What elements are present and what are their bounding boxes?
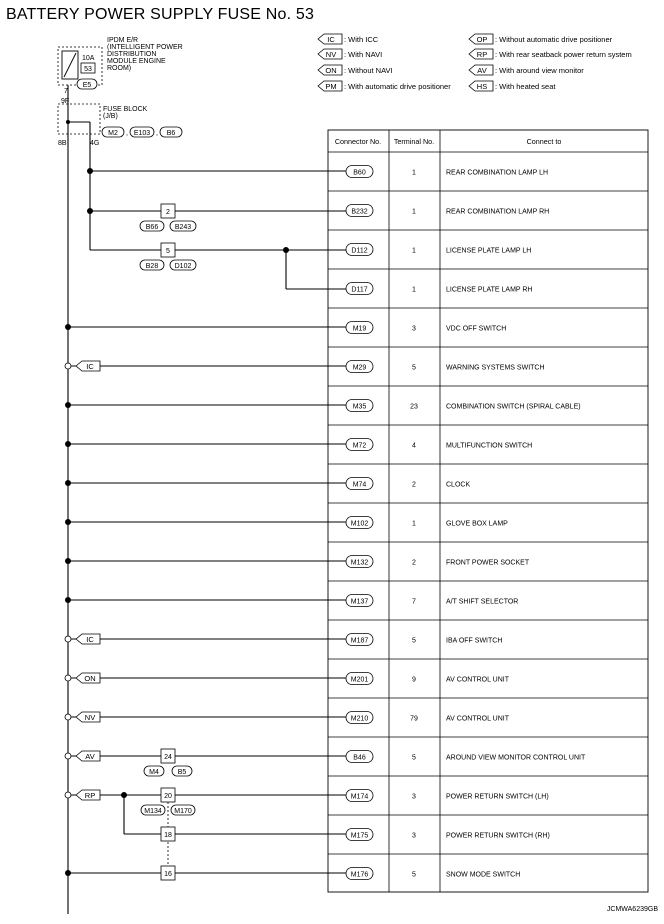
table-row bbox=[328, 581, 648, 607]
table-row bbox=[328, 347, 648, 373]
ipdm-er bbox=[58, 37, 183, 95]
table-row bbox=[328, 659, 648, 685]
svg-text:16: 16 bbox=[164, 871, 172, 878]
svg-text:D102: D102 bbox=[174, 263, 192, 270]
table-row bbox=[328, 620, 648, 646]
fuse-block bbox=[58, 85, 182, 147]
ipdm-name-line-1: IPDM E/R bbox=[107, 37, 139, 44]
wires bbox=[68, 136, 346, 914]
connect-to: POWER RETURN SWITCH (LH) bbox=[446, 793, 549, 801]
connector-no: B232 bbox=[351, 208, 368, 216]
svg-text:B243: B243 bbox=[174, 224, 192, 231]
connector-no: M132 bbox=[350, 559, 369, 567]
option-tags bbox=[76, 361, 100, 800]
fuse-block-terminal-left: 8B bbox=[58, 140, 67, 147]
ipdm-connector: E5 bbox=[82, 82, 92, 89]
svg-text:24: 24 bbox=[164, 754, 172, 761]
option-tag bbox=[76, 634, 100, 644]
joint-connector bbox=[144, 749, 192, 776]
table-row bbox=[328, 776, 648, 802]
fuse-block-box bbox=[58, 104, 100, 134]
legend-text: : With rear seatback power return system bbox=[495, 50, 632, 59]
svg-text:IC: IC bbox=[86, 635, 94, 644]
legend-code: PM bbox=[325, 82, 337, 91]
table-row bbox=[328, 815, 648, 841]
legend-item-hs bbox=[469, 81, 556, 91]
svg-text:20: 20 bbox=[164, 793, 172, 800]
table-row bbox=[328, 854, 648, 880]
table-row bbox=[328, 737, 648, 763]
terminal-no: 1 bbox=[412, 286, 416, 294]
terminal-no: 5 bbox=[412, 754, 416, 762]
connect-to: AROUND VIEW MONITOR CONTROL UNIT bbox=[446, 754, 586, 762]
fuse-block-terminal-in: 9F bbox=[61, 98, 70, 105]
table-row bbox=[328, 386, 648, 412]
table-row bbox=[328, 425, 648, 451]
fuse-block-name-line-2: (J/B) bbox=[103, 113, 118, 120]
connect-to: VDC OFF SWITCH bbox=[446, 325, 507, 333]
terminal-no: 1 bbox=[412, 247, 416, 255]
table-row bbox=[328, 191, 648, 217]
svg-text:M134: M134 bbox=[144, 808, 162, 815]
option-tag bbox=[76, 790, 100, 800]
legend-text: : With NAVI bbox=[344, 50, 383, 59]
legend-text: : Without NAVI bbox=[344, 66, 393, 75]
connector-no: M72 bbox=[352, 442, 367, 450]
option-tag bbox=[76, 751, 100, 761]
table-row bbox=[346, 166, 548, 178]
connect-to: AV CONTROL UNIT bbox=[446, 715, 510, 723]
connector-no: M29 bbox=[352, 364, 367, 372]
joint-connector bbox=[140, 204, 196, 231]
legend-text: : With heated seat bbox=[495, 82, 556, 91]
fuse-block-terminal-right: 4G bbox=[90, 140, 100, 147]
svg-text:B66: B66 bbox=[145, 224, 159, 231]
svg-text:,: , bbox=[156, 130, 158, 137]
legend-item-pm bbox=[318, 81, 451, 91]
terminal-no: 1 bbox=[412, 208, 416, 216]
connect-to: CLOCK bbox=[446, 481, 471, 489]
connector-no: M201 bbox=[350, 676, 369, 684]
connect-to: IBA OFF SWITCH bbox=[446, 637, 503, 645]
option-tag bbox=[76, 361, 100, 371]
legend-text: : With around view monitor bbox=[495, 66, 584, 75]
joint-connector bbox=[161, 827, 175, 841]
joint-connector bbox=[140, 243, 196, 270]
terminal-no: 4 bbox=[412, 442, 416, 450]
terminal-no: 5 bbox=[412, 871, 416, 879]
connector-no: M210 bbox=[350, 715, 369, 723]
table-row bbox=[328, 230, 648, 256]
svg-text:IC: IC bbox=[86, 362, 94, 371]
fuse-block-name-line-1: FUSE BLOCK bbox=[103, 106, 148, 113]
terminal-no: 23 bbox=[410, 403, 418, 411]
connect-to: SNOW MODE SWITCH bbox=[446, 871, 521, 879]
table-header bbox=[335, 137, 562, 146]
legend-item-rp bbox=[469, 49, 632, 59]
terminal-no: 7 bbox=[412, 598, 416, 606]
fuse-block-connector: M2 bbox=[108, 130, 118, 137]
ipdm-name-line-5: ROOM) bbox=[107, 65, 132, 72]
legend-code: AV bbox=[477, 66, 487, 75]
terminal-no: 3 bbox=[412, 325, 416, 333]
terminal-no: 9 bbox=[412, 676, 416, 684]
terminal-no: 2 bbox=[412, 481, 416, 489]
ipdm-name-line-4: MODULE ENGINE bbox=[107, 58, 166, 65]
connect-to: POWER RETURN SWITCH (RH) bbox=[446, 832, 550, 840]
option-tag bbox=[76, 712, 100, 722]
connector-no: M175 bbox=[350, 832, 369, 840]
legend-code: RP bbox=[476, 50, 488, 59]
connector-no: B46 bbox=[353, 754, 366, 762]
column-header: Connector No. bbox=[334, 137, 382, 146]
ipdm-name-line-2: (INTELLIGENT POWER bbox=[107, 44, 183, 51]
column-header: Connect to bbox=[526, 137, 562, 146]
table-row bbox=[328, 698, 648, 724]
connector-no: B60 bbox=[353, 169, 366, 177]
legend-item-on bbox=[318, 65, 393, 75]
connect-to: GLOVE BOX LAMP bbox=[446, 520, 508, 528]
terminal-no: 2 bbox=[412, 559, 416, 567]
svg-text:2: 2 bbox=[166, 209, 170, 216]
legend-text: : With ICC bbox=[344, 35, 379, 44]
page-title: BATTERY POWER SUPPLY FUSE No. 53 bbox=[6, 6, 315, 23]
connect-to: LICENSE PLATE LAMP LH bbox=[446, 247, 532, 255]
joint-connectors bbox=[140, 204, 196, 880]
terminal-no: 5 bbox=[412, 637, 416, 645]
connector-table bbox=[328, 130, 648, 892]
legend-text: : Without automatic drive positioner bbox=[495, 35, 613, 44]
table-row bbox=[328, 542, 648, 568]
connect-to: A/T SHIFT SELECTOR bbox=[446, 598, 519, 606]
table-row bbox=[328, 503, 648, 529]
svg-text:RP: RP bbox=[84, 791, 96, 800]
fuse-block-connector: E103 bbox=[133, 130, 151, 137]
legend-item-nv bbox=[318, 49, 382, 59]
table-row bbox=[328, 269, 648, 295]
terminal-no: 3 bbox=[412, 832, 416, 840]
svg-text:ON: ON bbox=[84, 674, 96, 683]
connect-to: COMBINATION SWITCH (SPIRAL CABLE) bbox=[446, 403, 581, 411]
connect-to: LICENSE PLATE LAMP RH bbox=[446, 286, 533, 294]
legend-text: : With automatic drive positioner bbox=[344, 82, 451, 91]
fuse-block-connector: B6 bbox=[166, 130, 176, 137]
connect-to: AV CONTROL UNIT bbox=[446, 676, 510, 684]
svg-text:18: 18 bbox=[164, 832, 172, 839]
svg-text:,: , bbox=[126, 130, 128, 137]
legend-code: NV bbox=[325, 50, 337, 59]
connector-no: D117 bbox=[351, 286, 368, 294]
connector-no: M137 bbox=[350, 598, 369, 606]
option-tag bbox=[76, 673, 100, 683]
terminal-no: 1 bbox=[412, 520, 416, 528]
svg-text:M4: M4 bbox=[149, 769, 159, 776]
connect-to: WARNING SYSTEMS SWITCH bbox=[446, 364, 545, 372]
terminal-no: 1 bbox=[412, 169, 416, 177]
connector-no: D112 bbox=[351, 247, 368, 255]
terminal-no: 79 bbox=[410, 715, 418, 723]
terminal-no: 3 bbox=[412, 793, 416, 801]
legend-code: IC bbox=[327, 35, 335, 44]
connect-to: REAR COMBINATION LAMP RH bbox=[446, 208, 550, 216]
fuse-amp: 10A bbox=[82, 55, 95, 62]
connector-no: M19 bbox=[352, 325, 367, 333]
legend-item-ic bbox=[318, 34, 379, 44]
svg-text:M170: M170 bbox=[174, 808, 192, 815]
ipdm-terminal: 7 bbox=[64, 88, 68, 95]
terminal-no: 5 bbox=[412, 364, 416, 372]
fuse-number: 53 bbox=[84, 66, 92, 73]
ipdm-name-line-3: DISTRIBUTION bbox=[107, 51, 157, 58]
legend bbox=[318, 34, 632, 91]
legend-code: HS bbox=[476, 82, 488, 91]
connector-no: M74 bbox=[352, 481, 367, 489]
table-rows bbox=[328, 166, 648, 880]
connect-to: FRONT POWER SOCKET bbox=[446, 559, 530, 567]
connector-no: M102 bbox=[350, 520, 369, 528]
legend-item-op bbox=[469, 34, 613, 44]
connect-to: MULTIFUNCTION SWITCH bbox=[446, 442, 533, 450]
svg-text:AV: AV bbox=[85, 752, 95, 761]
legend-code: OP bbox=[476, 35, 488, 44]
connector-no: M35 bbox=[352, 403, 367, 411]
legend-code: ON bbox=[325, 66, 337, 75]
svg-text:NV: NV bbox=[84, 713, 96, 722]
connect-to: REAR COMBINATION LAMP LH bbox=[446, 169, 549, 177]
connector-no: M176 bbox=[350, 871, 369, 879]
connector-no: M174 bbox=[350, 793, 369, 801]
drawing-code: JCMWA6239GB bbox=[606, 906, 658, 913]
connector-no: M187 bbox=[350, 637, 369, 645]
svg-text:B5: B5 bbox=[177, 769, 187, 776]
svg-text:5: 5 bbox=[166, 248, 170, 255]
joint-connector bbox=[161, 866, 175, 880]
svg-text:B28: B28 bbox=[145, 263, 159, 270]
column-header: Terminal No. bbox=[393, 137, 435, 146]
legend-item-av bbox=[469, 65, 584, 75]
table-row bbox=[328, 308, 648, 334]
table-row bbox=[328, 464, 648, 490]
